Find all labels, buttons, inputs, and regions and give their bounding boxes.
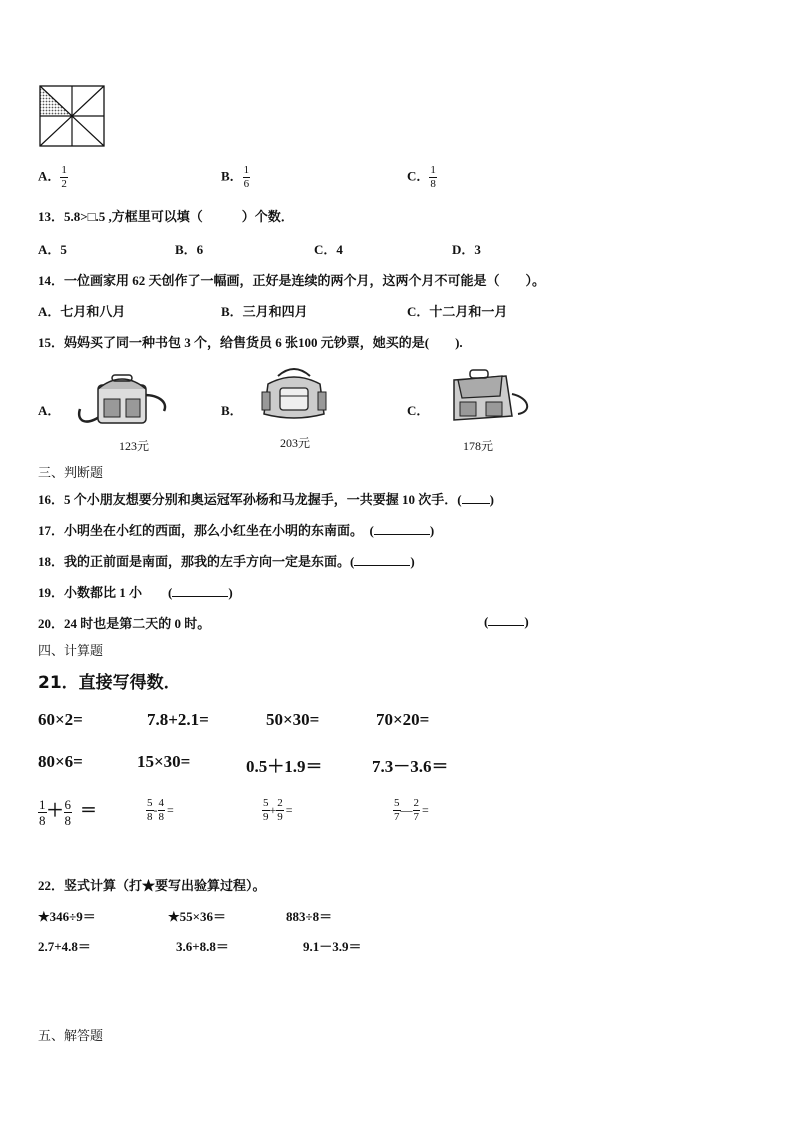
- q21-frac-calc-2: $\frac{5}{8}$ - $\frac{4}{8}$ =: [147, 797, 174, 823]
- q18: 18．我的正前面是南面，那我的左手方向一定是东面。( ): [38, 554, 415, 569]
- q13-option-d[interactable]: D．3: [452, 242, 481, 257]
- q22-calc-6: 9.1－3.9＝: [303, 939, 362, 954]
- q22-calc-3: 883÷8＝: [286, 909, 333, 924]
- q21-calc-3: 50×30=: [266, 710, 320, 729]
- fraction: $\frac{1}{8}$: [430, 164, 436, 190]
- q12-option-b[interactable]: B． $\frac{1}{6}$: [221, 164, 250, 190]
- q21-calc-4: 70×20=: [376, 710, 430, 729]
- q15-price-b: 203元: [280, 436, 311, 450]
- q22-calc-2: ★55×36＝: [168, 909, 227, 924]
- q15-price-a: 123元: [119, 439, 150, 453]
- q21-calc-5: 80×6=: [38, 752, 83, 771]
- q21-calc-2: 7.8+2.1=: [147, 710, 209, 729]
- q17: 17．小明坐在小红的西面，那么小红坐在小明的东南面。 ( ): [38, 523, 435, 538]
- q12-option-a[interactable]: A． $\frac{1}{2}$: [38, 164, 67, 190]
- fraction: $\frac{1}{2}$: [61, 164, 67, 190]
- q21-title: 21．直接写得数．: [38, 673, 181, 693]
- q14-option-b[interactable]: B．三月和四月: [221, 304, 308, 319]
- q21-calc-8: 7.3－3.6＝: [372, 757, 449, 776]
- q22-calc-4: 2.7+4.8＝: [38, 939, 91, 954]
- answer-blank-20[interactable]: [488, 613, 524, 626]
- q13-option-b[interactable]: B．6: [175, 242, 204, 257]
- q21-frac-calc-1: $\frac{1}{8}$ ＋ $\frac{6}{8}$ ＝: [39, 796, 97, 828]
- q13-text: 13．5.8>□.5 ,方框里可以填（ ）个数．: [38, 209, 294, 224]
- answer-blank-19[interactable]: [172, 584, 228, 597]
- section-3-heading: 三、判断题: [38, 465, 104, 480]
- q15-text: 15．妈妈买了同一种书包 3 个，给售货员 6 张100 元钞票，她买的是( ).: [38, 335, 463, 350]
- section-5-heading: 五、解答题: [38, 1028, 104, 1043]
- answer-blank-17[interactable]: [374, 522, 430, 535]
- q21-calc-1: 60×2=: [38, 710, 83, 729]
- q21-frac-calc-4: $\frac{5}{7}$ — $\frac{2}{7}$ =: [394, 797, 429, 823]
- q22-title: 22．竖式计算（打★要写出验算过程）。: [38, 878, 266, 893]
- fraction: $\frac{1}{6}$: [243, 164, 250, 190]
- q15-option-c[interactable]: C．: [407, 403, 430, 418]
- backpack-image: [258, 364, 330, 424]
- q15-price-c: 178元: [463, 439, 494, 453]
- q21-calc-6: 15×30=: [137, 752, 191, 771]
- q14-option-a[interactable]: A．七月和八月: [38, 304, 126, 319]
- q16: 16．5 个小朋友想要分别和奥运冠军孙杨和马龙握手，一共要握 10 次手．( ): [38, 492, 494, 507]
- q21-frac-calc-3: $\frac{5}{9}$ + $\frac{2}{9}$ =: [263, 797, 293, 823]
- q15-option-a[interactable]: A．: [38, 403, 61, 418]
- fraction-square-figure: [39, 85, 105, 147]
- q22-calc-5: 3.6+8.8＝: [176, 939, 229, 954]
- q13-option-c[interactable]: C．4: [314, 242, 343, 257]
- q19: 19．小数都比 1 小 ( ): [38, 585, 233, 600]
- q15-option-b[interactable]: B．: [221, 403, 243, 418]
- answer-blank-16[interactable]: [462, 491, 490, 504]
- q14-text: 14．一位画家用 62 天创作了一幅画，正好是连续的两个月，这两个月不可能是（ ）。: [38, 273, 546, 288]
- schoolbag-image: [440, 364, 532, 426]
- q20-answer: ( ): [484, 614, 529, 629]
- section-4-heading: 四、计算题: [38, 643, 104, 658]
- q22-calc-1: ★346÷9＝: [38, 909, 96, 924]
- q21-calc-7: 0.5＋1.9＝: [246, 757, 323, 776]
- q14-option-c[interactable]: C．十二月和一月: [407, 304, 508, 319]
- q20: 20．24 时也是第二天的 0 时。: [38, 616, 211, 631]
- q13-option-a[interactable]: A．5: [38, 242, 67, 257]
- q12-option-c[interactable]: C． $\frac{1}{8}$: [407, 164, 436, 190]
- answer-blank-18[interactable]: [354, 553, 410, 566]
- shoulder-bag-image: [72, 365, 170, 431]
